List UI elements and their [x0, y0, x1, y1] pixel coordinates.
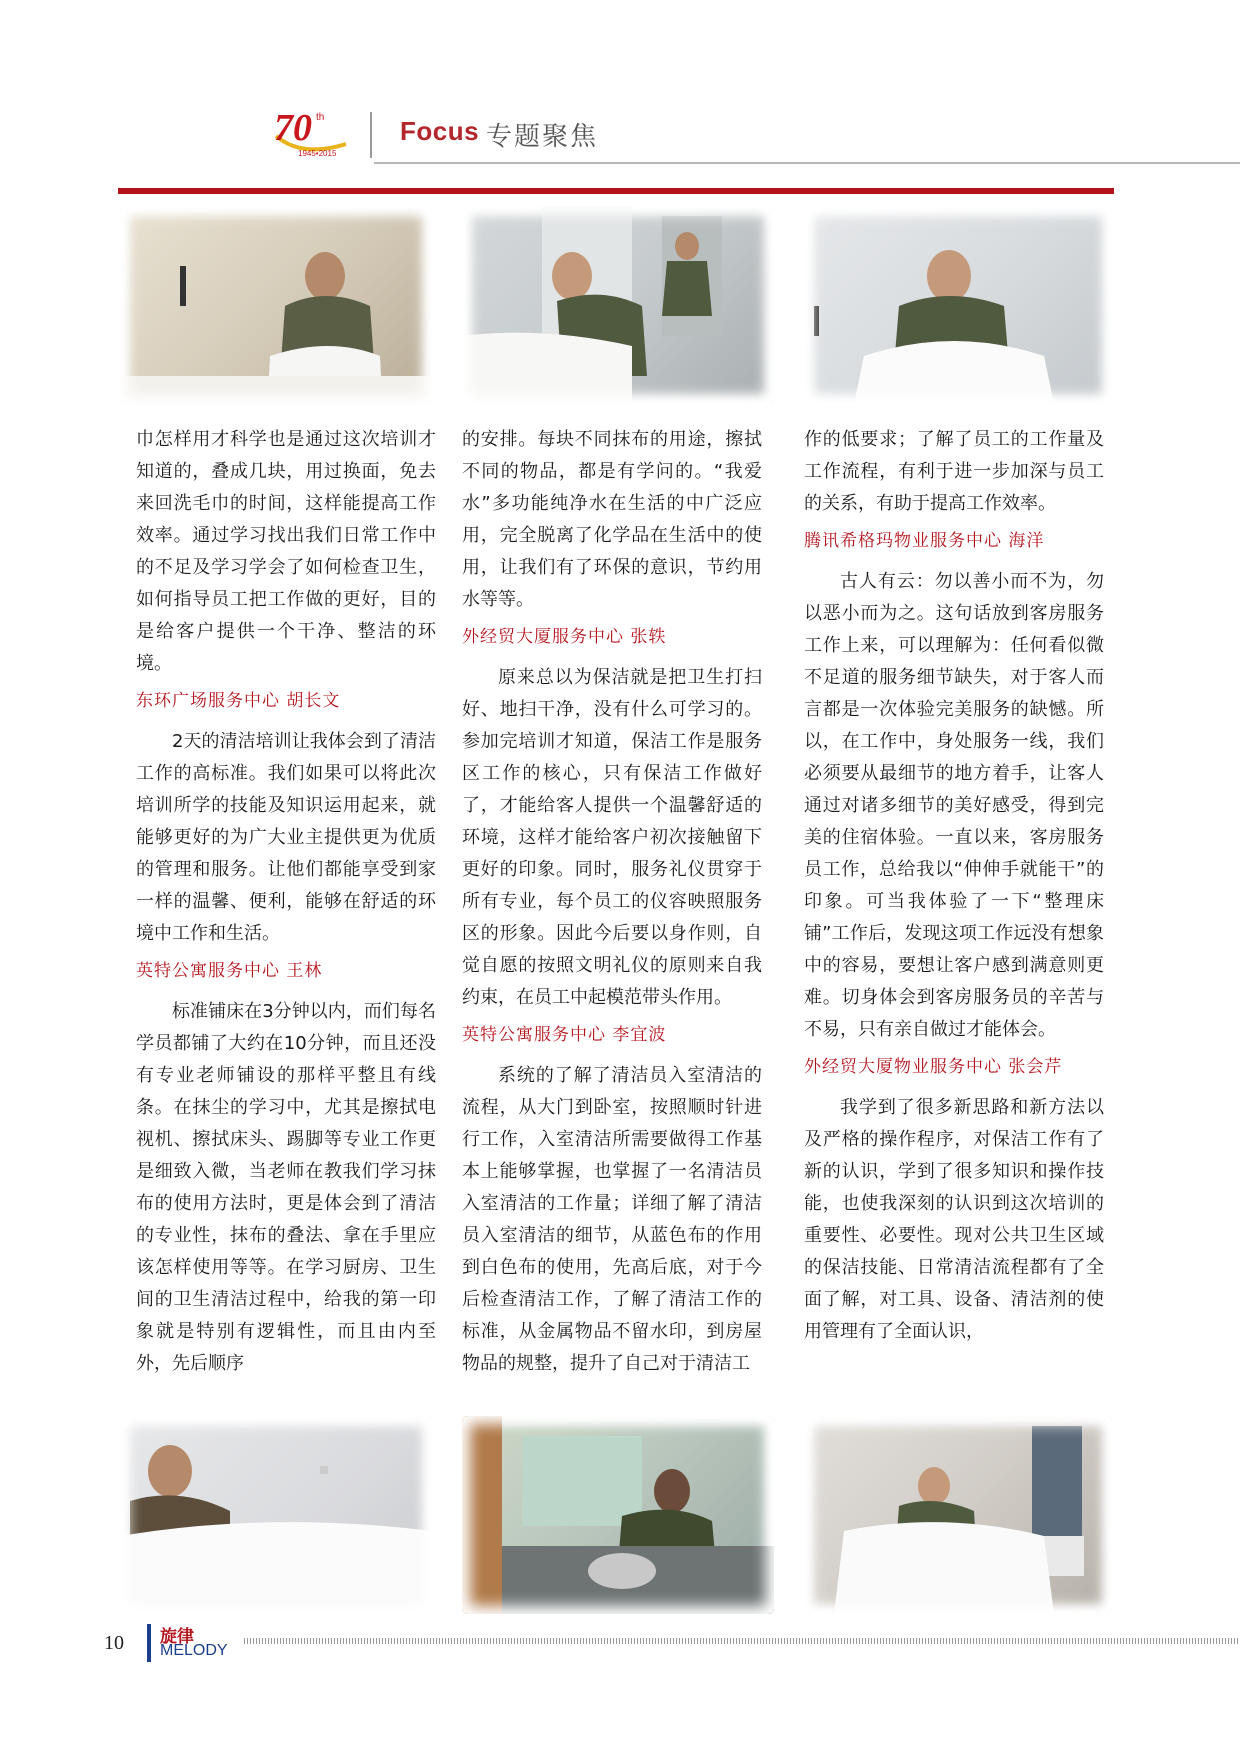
photo-man-spreading-sheet-bedroom	[804, 1416, 1112, 1614]
svg-text:th: th	[316, 112, 325, 123]
logo-number: 70	[274, 107, 312, 149]
author-byline: 外经贸大厦物业服务中心 张会芹	[804, 1057, 1063, 1077]
photo-man-making-bed-closeup	[120, 1416, 432, 1614]
footer-accent-bar	[147, 1624, 151, 1662]
author-byline: 腾讯希格玛物业服务中心 海洋	[804, 531, 1045, 551]
text-column-1	[136, 424, 436, 1380]
header-rule	[374, 162, 1240, 164]
photo-man-spreading-sheet	[804, 206, 1112, 404]
anniversary-logo	[272, 106, 352, 162]
paragraph: 我学到了很多新思路和新方法以及严格的操作程序，对保洁工作有了新的认识，学到了很多知识和操作技能，也使我深刻的认识到这次培训的重要性、必要性。现对公共卫生区域的保洁技能、日常清洁流程都有了全面了解，对工具、设备、清洁剂的使用管理有了全面认识，	[804, 1097, 1104, 1342]
paragraph: 原来总以为保洁就是把卫生打扫好、地扫干净，没有什么可学习的。参加完培训才知道，保洁工作是服务区工作的核心，只有保洁工作做好了，才能给客人提供一个温馨舒适的环境，这样才能给客户初次接触留下更好的印象。同时，服务礼仪贯穿于所有专业，每个员工的仪容映照服务区的形象。因此今后要以身作则，自觉自愿的按照文明礼仪的原则来自我约束，在员工中起模范带头作用。	[462, 667, 762, 1008]
paragraph: 古人有云：勿以善小而不为，勿以恶小而为之。这句话放到客房服务工作上来，可以理解为：任何看似微不足道的服务细节缺失，对于客人而言都是一次体验完美服务的缺憾。所以，在工作中，身处服务一线，我们必须要从最细节的地方着手，让客人通过对诸多细节的美好感受，得到完美的住宿体验。一直以来，客房服务员工作，总给我以“伸伸手就能干”的印象。可当我体验了一下“整理床铺”工作后，发现这项工作远没有想象中的容易，要想让客户感到满意则更难。切身体会到客房服务员的辛苦与不易，只有亲自做过才能体会。	[804, 571, 1104, 1040]
footer-dotted-rule	[244, 1638, 1240, 1644]
header-divider	[370, 112, 372, 158]
paragraph: 2天的清洁培训让我体会到了清洁工作的高标准。我们如果可以将此次培训所学的技能及知识运用起来，就能够更好的为广大业主提供更为优质的管理和服务。让他们都能享受到家一样的温馨、便利，能够在舒适的环境中工作和生活。	[136, 731, 436, 944]
text-column-3	[804, 424, 1104, 1348]
paragraph: 的安排。每块不同抹布的用途，擦拭不同的物品，都是有学问的。“我爱水”多功能纯净水在生活的中广泛应用，完全脱离了化学品在生活中的使用，让我们有了环保的意识，节约用水等等。	[462, 429, 762, 610]
logo-years: 1945•2015	[298, 149, 337, 158]
paragraph: 系统的了解了清洁员入室清洁的流程，从大门到卧室，按照顺时针进行工作，入室清洁所需要做得工作基本上能够掌握，也掌握了一名清洁员入室清洁的工作量；详细了解了清洁员入室清洁的细节，从蓝色布的作用到白色布的使用，先高后底，对于今后检查清洁工作，了解了清洁工作的标准，从金属物品不留水印，到房屋物品的规整，提升了自己对于清洁工	[462, 1065, 762, 1374]
photo-woman-cleaning-kitchen	[462, 1416, 774, 1614]
accent-red-bar	[118, 188, 1114, 194]
magazine-title-cn: 旋律	[160, 1627, 194, 1647]
section-title-cn: 专题聚焦	[486, 122, 599, 152]
author-byline: 东环广场服务中心 胡长文	[136, 691, 341, 711]
photo-man-folding-towels	[120, 206, 432, 404]
author-byline: 外经贸大厦服务中心 张轶	[462, 627, 667, 647]
page-number: 10	[104, 1632, 124, 1654]
author-byline: 英特公寓服务中心 王林	[136, 961, 323, 981]
magazine-title-en: MELODY	[160, 1642, 228, 1659]
paragraph: 标准铺床在3分钟以内，而们每名学员都铺了大约在10分钟，而且还没有专业老师铺设的那样平整且有线条。在抹尘的学习中，尤其是擦拭电视机、擦拭床头、踢脚等专业工作更是细致入微，当老师在教我们学习抹布的使用方法时，更是体会到了清洁的专业性，抹布的叠法、拿在手里应该怎样使用等等。在学习厨房、卫生间的卫生清洁过程中，给我的第一印象就是特别有逻辑性，而且由内至外，先后顺序	[136, 1001, 436, 1374]
paragraph: 作的低要求；了解了员工的工作量及工作流程，有利于进一步加深与员工的关系，有助于提高工作效率。	[804, 429, 1104, 514]
paragraph: 巾怎样用才科学也是通过这次培训才知道的，叠成几块，用过换面，免去来回洗毛巾的时间，这样能提高工作效率。通过学习找出我们日常工作中的不足及学习学会了如何检查卫生，如何指导员工把工作做的更好，目的是给客户提供一个干净、整洁的环境。	[136, 429, 436, 674]
photo-men-making-bed	[462, 206, 774, 404]
text-column-2	[462, 424, 762, 1380]
author-byline: 英特公寓服务中心 李宜波	[462, 1025, 667, 1045]
section-title-en: Focus	[400, 116, 480, 146]
